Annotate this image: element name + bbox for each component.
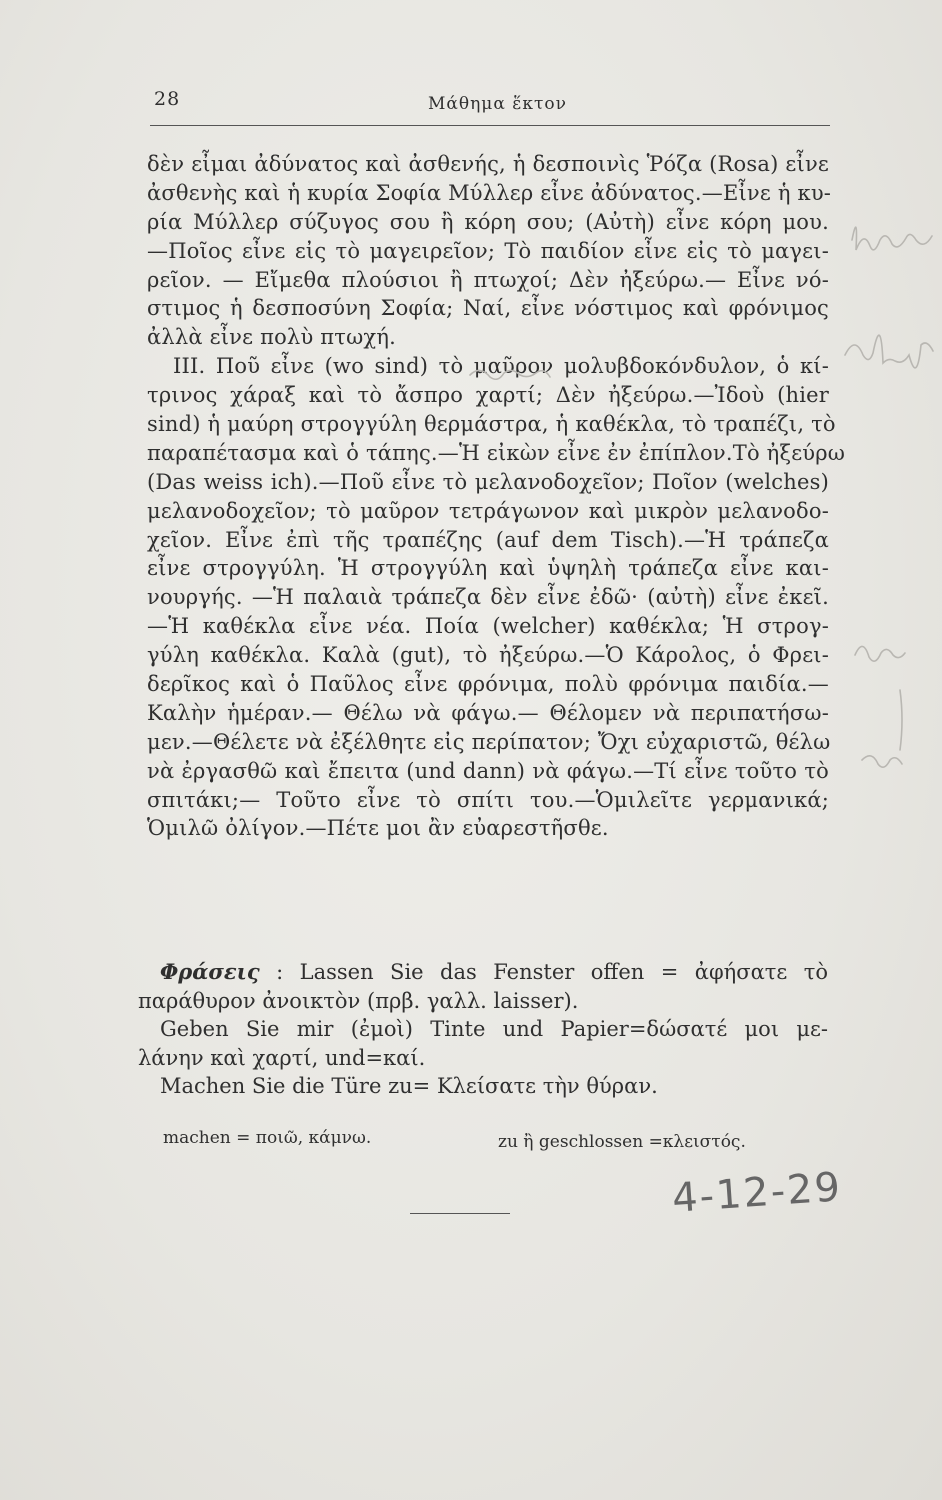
text-line: χεῖον. Εἶνε ἐπὶ τῆς τραπέζης (auf dem Tisch).—Ἡ τράπεζα xyxy=(147,527,829,552)
text-line: στιμος ἡ δεσποσύνη Σοφία; Ναί, εἶνε νόστιμος καὶ φρόνιμος xyxy=(147,296,829,321)
text-line: ἀλλὰ εἶνε πολὺ πτωχή. xyxy=(147,325,397,350)
phrase-line: παράθυρον ἀνοικτὸν (πρβ. γαλλ. laisser). xyxy=(138,988,579,1013)
lesson-text xyxy=(147,150,846,843)
phrases-section xyxy=(138,958,828,1101)
footnotes xyxy=(163,1128,813,1158)
phrase-text: : Lassen Sie das Fenster offen = ἀφήσατε τὸ xyxy=(276,960,828,984)
text-line: εἶνε στρογγύλη. Ἡ στρογγύλη καὶ ὑψηλὴ τράπεζα εἶνε και- xyxy=(147,556,829,581)
phrase-line: Geben Sie mir (ἐμοὶ) Tinte und Papier=δώσατέ μοι με- xyxy=(160,1017,828,1041)
phrase-line xyxy=(138,958,828,987)
phrase-line: λάνην καὶ χαρτί, und=καί. xyxy=(138,1045,426,1070)
text-line: Ὁμιλῶ ὀλίγον.—Πέτε μοι ἂν εὐαρεστῆσθε. xyxy=(147,816,609,841)
text-line: μεν.—Θέλετε νὰ ἐξέλθητε εἰς περίπατον; Ὄχι εὐχαριστῶ, θέλω xyxy=(147,729,831,754)
header-rule xyxy=(150,125,830,126)
page-header xyxy=(150,84,830,124)
text-line: νὰ ἐργασθῶ καὶ ἔπειτα (und dann) νὰ φάγω.—Τί εἶνε τοῦτο τὸ xyxy=(147,758,829,783)
text-line: III. Ποῦ εἶνε (wo sind) τὸ μαῦρον μολυβδοκόνδυλον, ὁ κί- xyxy=(173,354,829,379)
text-line: νουργής. —Ἡ παλαιὰ τράπεζα δὲν εἶνε ἐδῶ· (αὐτὴ) εἶνε ἐκεῖ. xyxy=(147,585,829,610)
running-title: Μάθημα ἕκτον xyxy=(428,94,567,114)
text-line: γύλη καθέκλα. Καλὰ (gut), τὸ ἠξεύρω.—Ὁ Κάρολος, ὁ Φρει- xyxy=(147,643,829,668)
text-line: —Ἡ καθέκλα εἶνε νέα. Ποία (welcher) καθέκλα; Ἡ στρογ- xyxy=(147,614,829,639)
end-rule xyxy=(410,1213,510,1214)
text-line: sind) ἡ μαύρη στρογγύλη θερμάστρα, ἡ καθέκλα, τὸ τραπέζι, τὸ xyxy=(147,412,836,437)
text-line: δερῖκος καὶ ὁ Παῦλος εἶνε φρόνιμα, πολὺ φρόνιμα παιδία.— xyxy=(147,672,829,697)
phrase-line: Machen Sie die Türe zu= Κλείσατε τὴν θύραν. xyxy=(160,1074,658,1098)
text-line: τρινος χάραξ καὶ τὸ ἄσπρο χαρτί; Δὲν ἠξεύρω.—Ἰδοὺ (hier xyxy=(147,383,829,408)
footnote-right: zu ἢ geschlossen =κλειστός. xyxy=(498,1132,746,1152)
text-line: μελανοδοχεῖον; τὸ μαῦρον τετράγωνον καὶ μικρὸν μελανοδο- xyxy=(147,498,829,523)
text-line: ἀσθενὴς καὶ ἡ κυρία Σοφία Μύλλερ εἶνε ἀδύνατος.—Εἶνε ἡ κυ- xyxy=(147,180,832,205)
text-line: παραπέτασμα καὶ ὁ τάπης.—Ἡ εἰκὼν εἶνε ἐν ἐπίπλον.Τὸ ἠξεύρω xyxy=(147,440,846,465)
text-line: —Ποῖος εἶνε εἰς τὸ μαγειρεῖον; Τὸ παιδίον εἶνε εἰς τὸ μαγει- xyxy=(147,238,829,263)
text-line: Καλὴν ἡμέραν.— Θέλω νὰ φάγω.— Θέλομεν νὰ περιπατήσω- xyxy=(147,700,829,725)
handwritten-date: 4-12-29 xyxy=(670,1164,844,1222)
text-line: ρεῖον. — Εἴμεθα πλούσιοι ἢ πτωχοί; Δὲν ἠξεύρω.— Εἶνε νό- xyxy=(147,267,829,292)
text-line: ρία Μύλλερ σύζυγος σου ἢ κόρη σου; (Αὐτὴ) εἶνε κόρη μου. xyxy=(147,209,829,234)
phrases-label: Φράσεις xyxy=(160,959,260,984)
page-number: 28 xyxy=(154,88,181,110)
text-line: δὲν εἶμαι ἀδύνατος καὶ ἀσθενής, ἡ δεσποινὶς Ῥόζα (Rosa) εἶνε xyxy=(147,152,829,176)
footnote-left: machen = ποιῶ, κάμνω. xyxy=(163,1128,372,1148)
text-line: σπιτάκι;— Τοῦτο εἶνε τὸ σπίτι του.—Ὁμιλεῖτε γερμανικά; xyxy=(147,787,829,812)
text-line: (Das weiss ich).—Ποῦ εἶνε τὸ μελανοδοχεῖον; Ποῖον (welches) xyxy=(147,469,829,494)
